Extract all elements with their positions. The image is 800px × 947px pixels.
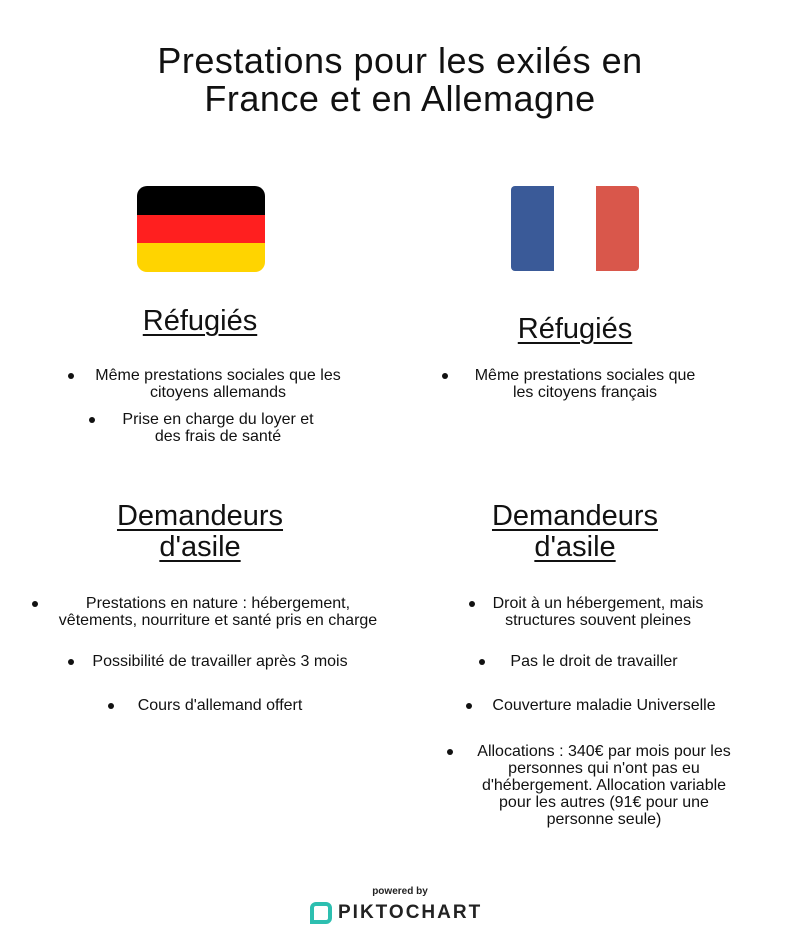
page-title [0,42,800,118]
title-line-1: Prestations pour les exilés en [157,40,643,81]
bullet [447,749,453,755]
bullet [469,601,475,607]
france-flag-white-stripe [554,186,597,271]
bullet [32,601,38,607]
germany-demandeurs-item-1: Prestations en nature : hébergement, vêtements, nourriture et santé pris en charge [58,595,378,629]
bullet [479,659,485,665]
powered-by-label: powered by [372,886,428,897]
france-flag-red-stripe [596,186,639,271]
bullet [89,417,95,423]
france-demandeurs-heading: Demandeurs d'asile [491,500,659,563]
piktochart-logo[interactable] [310,902,482,924]
france-demandeurs-item-4: Allocations : 340€ par mois pour les personnes qui n'ont pas eu d'hébergement. Allocation variable pour les autres (91€ pour une personne seule) [477,743,731,828]
france-refugies-item-1: Même prestations sociales que les citoyens français [474,367,696,401]
bullet [108,703,114,709]
germany-refugies-item-2: Prise en charge du loyer et des frais de santé [122,411,314,445]
germany-flag-icon [137,186,265,272]
france-demandeurs-item-2: Pas le droit de travailler [510,653,678,670]
germany-flag-black-stripe [137,186,265,215]
piktochart-logo-icon [310,902,332,924]
title-line-2: France et en Allemagne [204,78,596,119]
germany-refugies-heading: Réfugiés [142,305,258,337]
germany-demandeurs-heading: Demandeurs d'asile [116,500,284,563]
germany-demandeurs-item-3: Cours d'allemand offert [137,697,303,714]
bullet [68,659,74,665]
germany-flag-gold-stripe [137,243,265,272]
france-demandeurs-item-1: Droit à un hébergement, mais structures souvent pleines [492,595,704,629]
germany-flag-red-stripe [137,215,265,244]
bullet [466,703,472,709]
france-flag-icon [511,186,639,271]
bullet [442,373,448,379]
piktochart-brand-text: PIKTOCHART [338,902,483,923]
germany-refugies-item-1: Même prestations sociales que les citoyens allemands [95,367,341,401]
france-flag-blue-stripe [511,186,554,271]
france-demandeurs-item-3: Couverture maladie Universelle [492,697,716,714]
germany-demandeurs-item-2: Possibilité de travailler après 3 mois [92,653,348,670]
france-refugies-heading: Réfugiés [517,313,633,345]
